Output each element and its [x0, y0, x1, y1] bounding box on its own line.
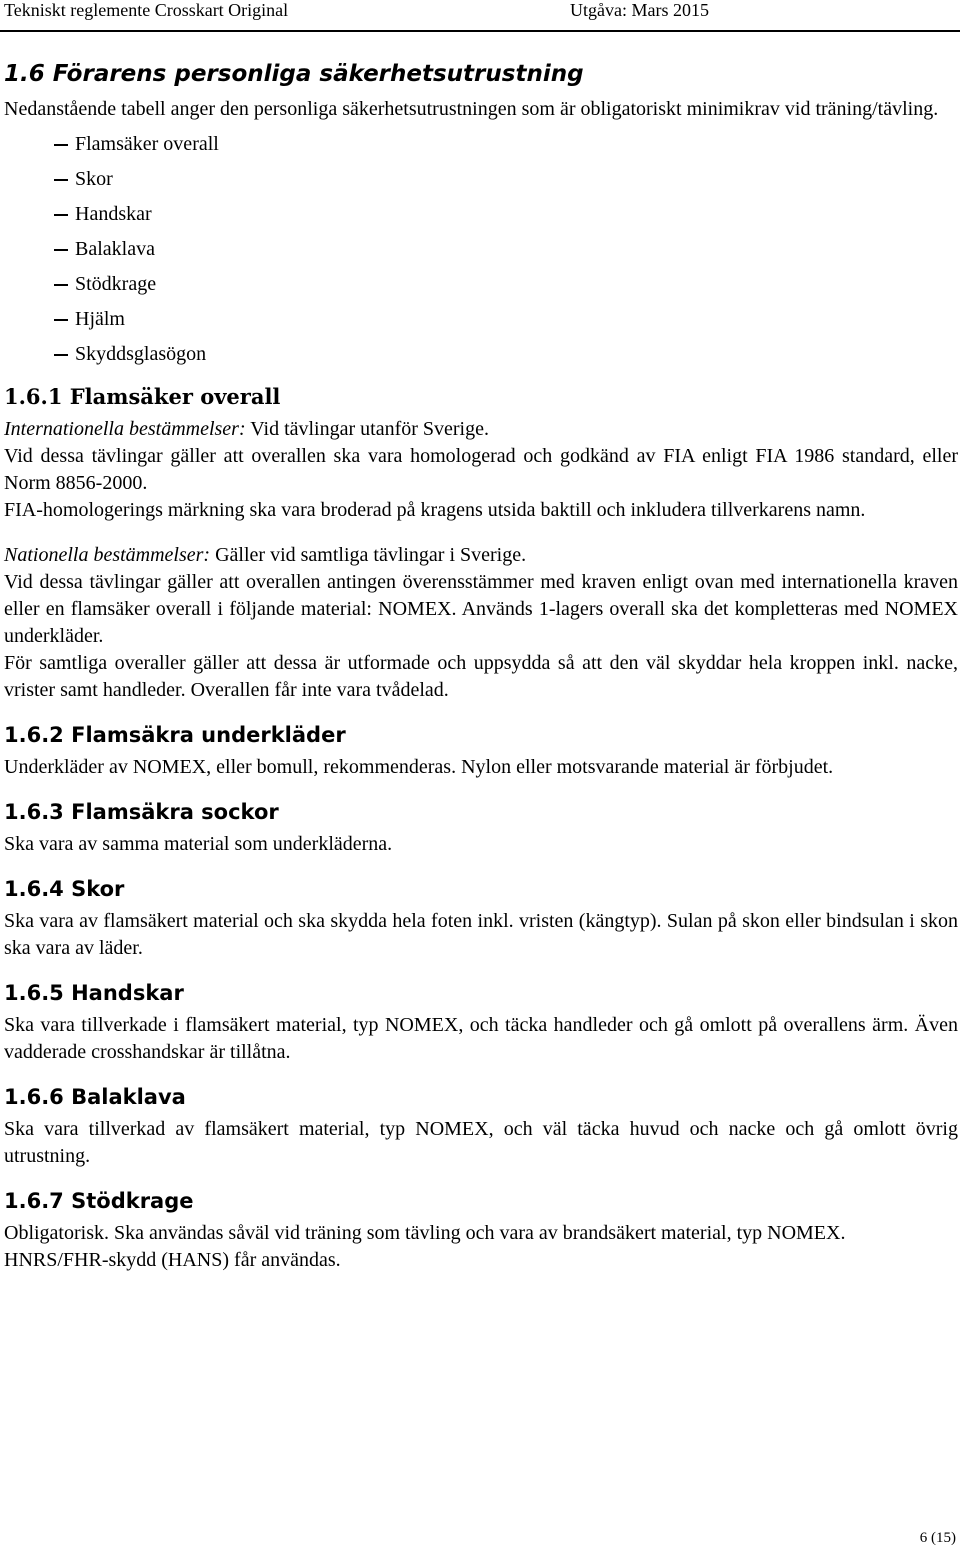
- header-title: Tekniskt reglemente Crosskart Original: [4, 0, 289, 20]
- paragraph-socks: Ska vara av samma material som underkläderna.: [4, 833, 393, 855]
- intl-rules-text: Vid tävlingar utanför Sverige.: [245, 418, 489, 440]
- natl-rules-line: [4, 542, 958, 569]
- section-title: 1.6 Förarens personliga säkerhetsutrustning: [4, 61, 584, 87]
- paragraph-hans: HNRS/FHR-skydd (HANS) får användas.: [4, 1249, 341, 1271]
- equipment-list: [4, 127, 958, 372]
- dash-bullet-icon: [54, 354, 68, 356]
- dash-bullet-icon: [54, 214, 68, 216]
- intl-rules-label: Internationella bestämmelser:: [4, 418, 246, 440]
- equipment-item-label: Stödkrage: [75, 273, 157, 295]
- equipment-item-label: Flamsäker overall: [75, 133, 219, 155]
- dash-bullet-icon: [54, 144, 68, 146]
- heading-1-6-3: 1.6.3 Flamsäkra sockor: [4, 800, 279, 824]
- heading-1-6-7: 1.6.7 Stödkrage: [4, 1189, 194, 1213]
- equipment-list-item: [54, 127, 958, 162]
- heading-1-6-2: 1.6.2 Flamsäkra underkläder: [4, 723, 346, 747]
- section-intro: Nedanstående tabell anger den personliga säkerhetsutrustningen som är obligatoriskt minimikrav vid träning/tävling.: [4, 98, 939, 120]
- intl-rules-line: [4, 416, 958, 443]
- heading-1-6-5: 1.6.5 Handskar: [4, 981, 184, 1005]
- running-header: [0, 0, 960, 32]
- equipment-list-item: [54, 302, 958, 337]
- dash-bullet-icon: [54, 179, 68, 181]
- dash-bullet-icon: [54, 319, 68, 321]
- paragraph-underwear: Underkläder av NOMEX, eller bomull, rekommenderas. Nylon eller motsvarande material är förbjudet.: [4, 756, 834, 778]
- equipment-list-item: [54, 162, 958, 197]
- equipment-item-label: Skor: [75, 168, 113, 190]
- equipment-list-item: [54, 267, 958, 302]
- equipment-list-item: [54, 197, 958, 232]
- paragraph-balaclava: Ska vara tillverkad av flamsäkert material, typ NOMEX, och väl täcka huvud och nacke och gå omlott övrig utrustning.: [4, 1118, 958, 1167]
- equipment-list-item: [54, 232, 958, 267]
- page-number: 6 (15): [919, 1530, 956, 1546]
- paragraph-nomex: Vid dessa tävlingar gäller att overallen antingen överensstämmer med kraven enligt ovan med internationella kraven eller en flamsäker overall i följande material: NOMEX. Används 1-lagers overall ska det kompletteras med NOMEX underkläder.: [4, 571, 958, 647]
- paragraph-gloves: Ska vara tillverkade i flamsäkert material, typ NOMEX, och täcka handleder och gå omlott på overallens ärm. Även vadderade crosshandskar är tillåtna.: [4, 1014, 958, 1063]
- equipment-item-label: Skyddsglasögon: [75, 343, 207, 365]
- document-body: [4, 58, 958, 1274]
- paragraph-coverage: För samtliga overaller gäller att dessa är utformade och uppsydda så att den väl skyddar hela kroppen inkl. nacke, vrister samt handleder. Overallen får inte vara tvådelad.: [4, 652, 958, 701]
- paragraph-neck-brace: Obligatorisk. Ska användas såväl vid träning som tävling och vara av brandsäkert material, typ NOMEX.: [4, 1222, 846, 1244]
- heading-1-6-4: 1.6.4 Skor: [4, 877, 125, 901]
- paragraph-marking: FIA-homologerings märkning ska vara broderad på kragens utsida baktill och inkludera tillverkarens namn.: [4, 499, 866, 521]
- paragraph-shoes: Ska vara av flamsäkert material och ska skydda hela foten inkl. vristen (kängtyp). Sulan på skon eller bindsulan i skon ska vara av läder.: [4, 910, 958, 959]
- dash-bullet-icon: [54, 284, 68, 286]
- heading-1-6-1: 1.6.1 Flamsäker overall: [4, 384, 281, 409]
- equipment-list-item: [54, 337, 958, 372]
- equipment-item-label: Balaklava: [75, 238, 155, 260]
- natl-rules-text: Gäller vid samtliga tävlingar i Sverige.: [210, 544, 527, 566]
- natl-rules-label: Nationella bestämmelser:: [4, 544, 211, 566]
- header-edition: Utgåva: Mars 2015: [570, 0, 709, 20]
- equipment-item-label: Handskar: [75, 203, 152, 225]
- paragraph-homologation: Vid dessa tävlingar gäller att overallen ska vara homologerad och godkänd av FIA enligt FIA 1986 standard, eller Norm 8856-2000.: [4, 445, 958, 494]
- dash-bullet-icon: [54, 249, 68, 251]
- equipment-item-label: Hjälm: [75, 308, 125, 330]
- heading-1-6-6: 1.6.6 Balaklava: [4, 1085, 186, 1109]
